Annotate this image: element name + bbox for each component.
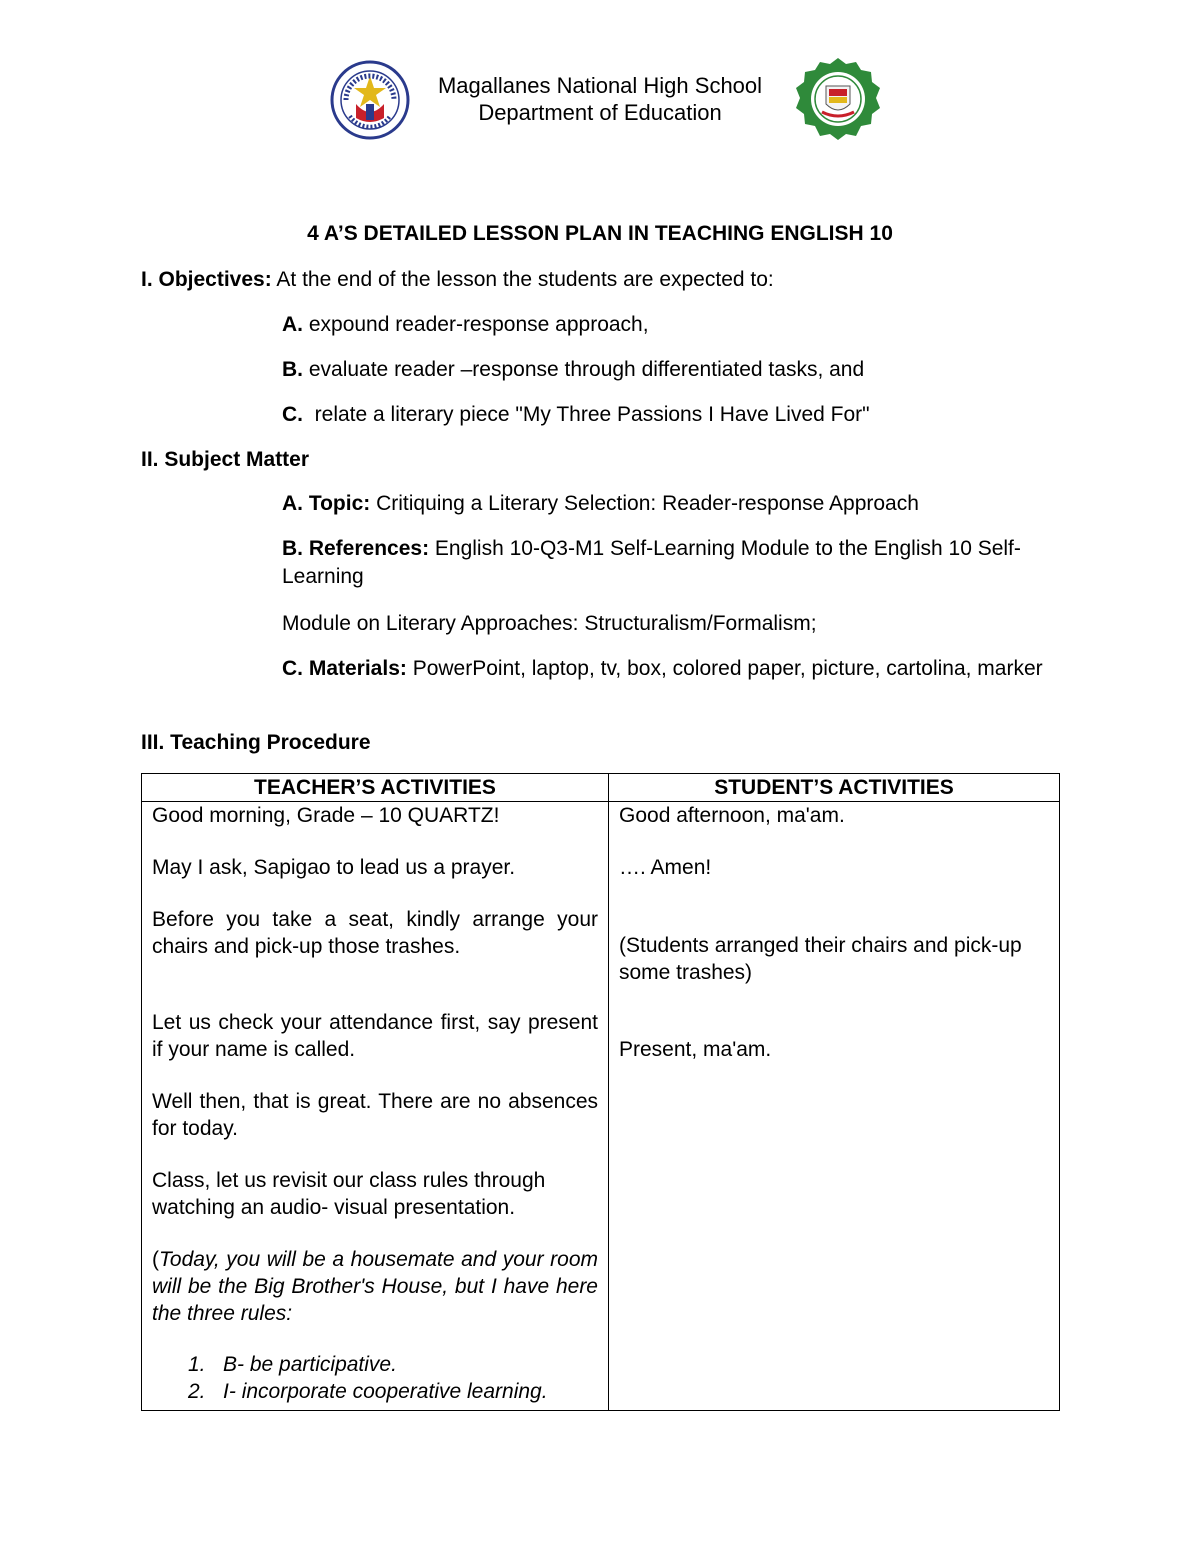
- teacher-line: Well then, that is great. There are no absences for today.: [152, 1090, 598, 1140]
- teacher-line: Before you take a seat, kindly arrange your chairs and pick-up those trashes.: [152, 908, 598, 958]
- rule-number: 1.: [188, 1353, 206, 1376]
- letterhead: [0, 56, 1200, 146]
- objective-text: expound reader-response approach,: [303, 313, 649, 336]
- teacher-line: Good morning, Grade – 10 QUARTZ!: [152, 804, 500, 827]
- teacher-line: May I ask, Sapigao to lead us a prayer.: [152, 856, 516, 879]
- student-line: …. Amen!: [619, 856, 712, 879]
- department-name: Department of Education: [478, 100, 722, 125]
- teaching-procedure-heading: [141, 729, 371, 757]
- objectives-label: I. Objectives:: [141, 268, 272, 291]
- rule-text: I- incorporate cooperative learning.: [223, 1380, 548, 1403]
- references-line: [282, 535, 1072, 591]
- student-column-header: STUDENT’S ACTIVITIES: [609, 774, 1060, 802]
- teacher-column-header: TEACHER’S ACTIVITIES: [142, 774, 609, 802]
- rule-item: [188, 1378, 548, 1405]
- teacher-rules-intro: [152, 1246, 598, 1327]
- teaching-procedure-heading-text: III. Teaching Procedure: [141, 731, 371, 754]
- references-text: English 10-Q3-M1 Self-Learning Module to the English 10 Self-Learning: [282, 537, 1021, 588]
- objectives-line: [141, 266, 774, 294]
- rule-item: [188, 1351, 397, 1378]
- objective-letter: B.: [282, 358, 303, 381]
- materials-label: C. Materials:: [282, 657, 407, 680]
- rule-text: B- be participative.: [223, 1353, 397, 1376]
- teacher-activities-cell: [142, 802, 609, 1411]
- school-heading: [420, 72, 780, 126]
- materials-text: PowerPoint, laptop, tv, box, colored paper, picture, cartolina, marker: [406, 657, 1043, 680]
- teacher-line: Let us check your attendance first, say present if your name is called.: [152, 1011, 598, 1061]
- objectives-intro: At the end of the lesson the students are expected to:: [271, 268, 774, 291]
- materials-line: [282, 655, 1072, 683]
- school-seal-logo: [794, 56, 882, 142]
- student-line: Good afternoon, ma'am.: [619, 804, 845, 827]
- topic-line: [282, 490, 919, 518]
- school-name: Magallanes National High School: [437, 73, 763, 98]
- topic-text: Critiquing a Literary Selection: Reader-response Approach: [370, 492, 919, 515]
- table-header-row: [142, 774, 1060, 802]
- references-label: B. References:: [282, 537, 430, 560]
- objective-c: [282, 401, 870, 429]
- rule-number: 2.: [188, 1380, 206, 1403]
- deped-seal-logo: [330, 60, 410, 140]
- table-row: [142, 802, 1060, 1411]
- module-line: Module on Literary Approaches: Structuralism/Formalism;: [282, 612, 817, 635]
- student-line: (Students arranged their chairs and pick-up some trashes): [619, 934, 1022, 984]
- objective-b: [282, 356, 864, 384]
- subject-matter-heading: [141, 446, 309, 474]
- procedure-table: [141, 773, 1060, 1411]
- subject-matter-heading-text: II. Subject Matter: [141, 448, 310, 471]
- student-line: Present, ma'am.: [619, 1038, 772, 1061]
- student-activities-cell: [609, 802, 1060, 1411]
- teacher-line: Class, let us revisit our class rules through watching an audio- visual presentation.: [152, 1169, 546, 1219]
- document-title: 4 A’S DETAILED LESSON PLAN IN TEACHING ENGLISH 10: [307, 222, 893, 245]
- objective-a: [282, 311, 649, 339]
- objective-text: evaluate reader –response through differentiated tasks, and: [303, 358, 865, 381]
- objective-text: relate a literary piece "My Three Passions I Have Lived For": [303, 403, 870, 426]
- rules-intro-text: Today, you will be a housemate and your room will be the Big Brother's House, but I have here the three rules:: [152, 1248, 598, 1325]
- topic-label: A. Topic:: [282, 492, 371, 515]
- open-paren: (: [152, 1248, 159, 1271]
- objective-letter: C.: [282, 403, 303, 426]
- objective-letter: A.: [282, 313, 303, 336]
